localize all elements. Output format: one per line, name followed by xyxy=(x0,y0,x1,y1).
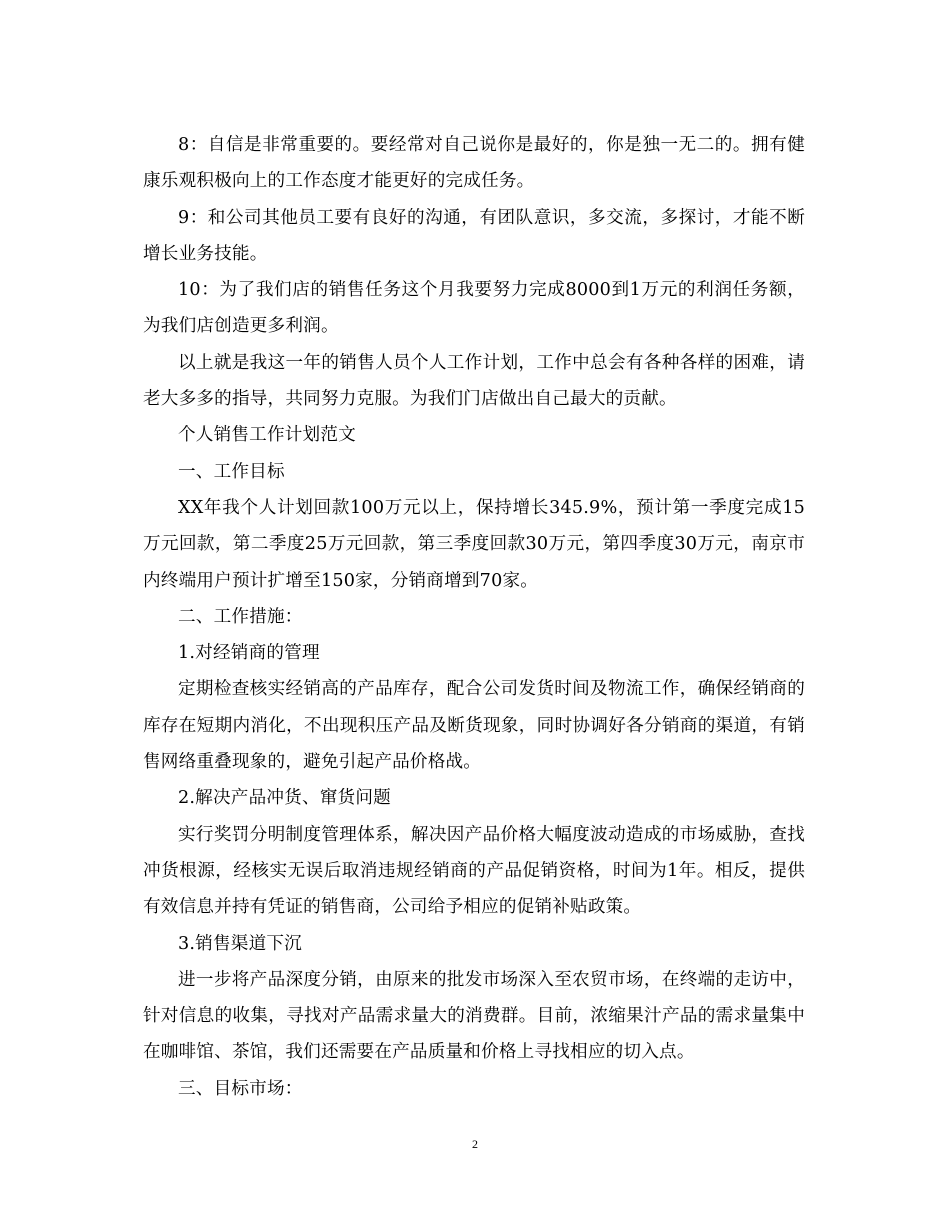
subsection-heading: 2.解决产品冲货、窜货问题 xyxy=(178,788,391,809)
section-heading: 一、工作目标 xyxy=(178,461,285,482)
subsection-heading: 3.销售渠道下沉 xyxy=(178,933,302,954)
paragraph: 进一步将产品深度分销，由原来的批发市场深入至农贸市场，在终端的走访中，针对信息的收集，寻找对产品需求量大的消费群。目前，浓缩果汁产品的需求量集中在咖啡馆、茶馆，我们还需要在产品质量和价格上寻找相应的切入点。 xyxy=(143,969,805,1063)
paragraph: 9：和公司其他员工要有良好的沟通，有团队意识，多交流，多探讨，才能不断增长业务技能。 xyxy=(143,207,805,264)
document-body xyxy=(143,127,805,1107)
paragraph: XX年我个人计划回款100万元以上，保持增长345.9%，预计第一季度完成15万元回款，第二季度25万元回款，第三季度回款30万元，第四季度30万元，南京市内终端用户预计扩增至150家，分销商增到70家。 xyxy=(143,497,806,591)
page-number: 2 xyxy=(472,1137,478,1151)
section-heading: 个人销售工作计划范文 xyxy=(178,425,356,446)
paragraph: 10：为了我们店的销售任务这个月我要努力完成8000到1万元的利润任务额，为我们店创造更多利润。 xyxy=(143,280,805,337)
section-heading: 二、工作措施： xyxy=(178,606,303,627)
paragraph: 定期检查核实经销高的产品库存，配合公司发货时间及物流工作，确保经销商的库存在短期内消化，不出现积压产品及断货现象，同时协调好各分销商的渠道，有销售网络重叠现象的，避免引起产品价格战。 xyxy=(143,679,805,773)
paragraph: 以上就是我这一年的销售人员个人工作计划，工作中总会有各种各样的困难，请老大多多的指导，共同努力克服。为我们门店做出自己最大的贡献。 xyxy=(143,352,805,410)
subsection-heading: 1.对经销商的管理 xyxy=(178,643,320,664)
section-heading: 三、目标市场： xyxy=(178,1078,303,1099)
paragraph: 8：自信是非常重要的。要经常对自己说你是最好的，你是独一无二的。拥有健康乐观积极向上的工作态度才能更好的完成任务。 xyxy=(143,135,805,192)
paragraph: 实行奖罚分明制度管理体系，解决因产品价格大幅度波动造成的市场威胁，查找冲货根源，经核实无误后取消违规经销商的产品促销资格，时间为1年。相反，提供有效信息并持有凭证的销售商，公司给予相应的促销补贴政策。 xyxy=(143,824,805,918)
